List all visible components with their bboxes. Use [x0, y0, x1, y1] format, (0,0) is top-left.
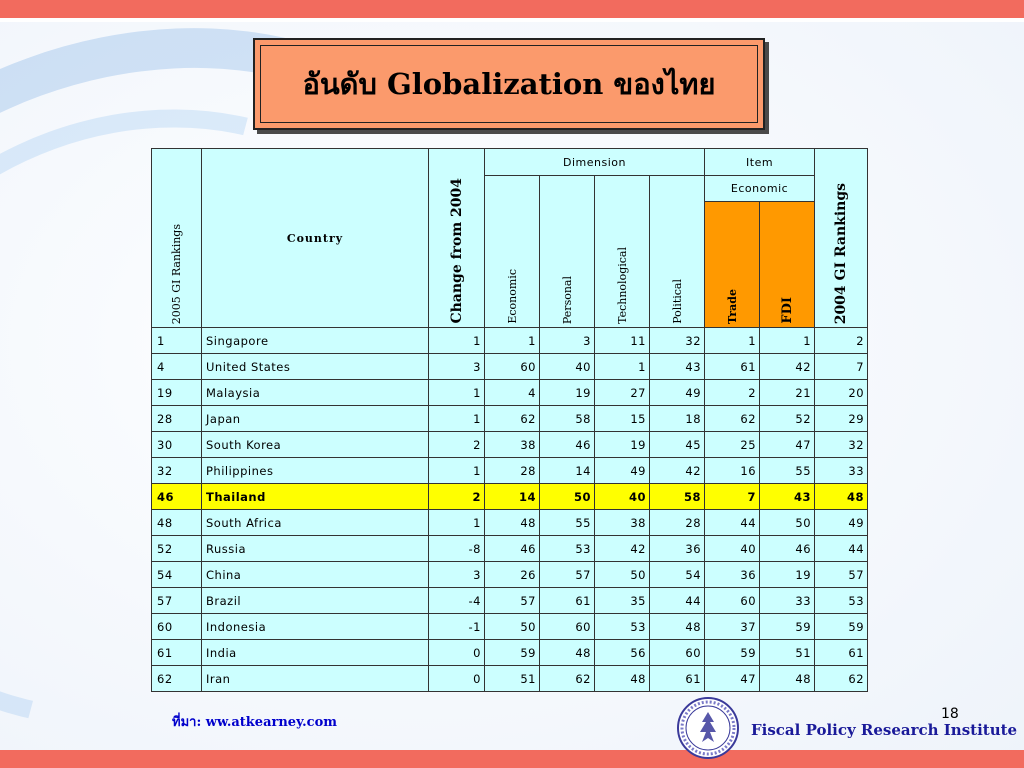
cell-fdi: 19 [760, 562, 815, 588]
cell-rank: 46 [152, 484, 202, 510]
header-technological: Technological [595, 176, 650, 328]
cell-country: Thailand [202, 484, 429, 510]
table-row [152, 432, 868, 458]
cell-change: -8 [429, 536, 485, 562]
table-body [152, 328, 868, 692]
cell-personal: 58 [540, 406, 595, 432]
institute-name: Fiscal Policy Research Institute [751, 721, 1018, 739]
cell-rank: 61 [152, 640, 202, 666]
cell-rank2004: 61 [815, 640, 868, 666]
cell-country: Philippines [202, 458, 429, 484]
header-economic: Economic [485, 176, 540, 328]
cell-change: 0 [429, 640, 485, 666]
top-band [0, 0, 1024, 18]
cell-personal: 55 [540, 510, 595, 536]
cell-trade: 36 [705, 562, 760, 588]
cell-fdi: 51 [760, 640, 815, 666]
cell-fdi: 46 [760, 536, 815, 562]
cell-personal: 19 [540, 380, 595, 406]
cell-political: 28 [650, 510, 705, 536]
cell-change: 1 [429, 380, 485, 406]
header-2004-rankings: 2004 GI Rankings [815, 149, 868, 328]
cell-change: 1 [429, 328, 485, 354]
cell-fdi: 42 [760, 354, 815, 380]
cell-trade: 47 [705, 666, 760, 692]
cell-country: Indonesia [202, 614, 429, 640]
cell-fdi: 59 [760, 614, 815, 640]
cell-economic: 4 [485, 380, 540, 406]
cell-rank: 57 [152, 588, 202, 614]
header-change-from-2004: Change from 2004 [429, 149, 485, 328]
cell-political: 36 [650, 536, 705, 562]
cell-trade: 62 [705, 406, 760, 432]
header-dimension: Dimension [485, 149, 705, 176]
slide-title: อันดับ Globalization ของไทย [302, 67, 716, 101]
cell-technological: 38 [595, 510, 650, 536]
cell-country: Singapore [202, 328, 429, 354]
cell-political: 54 [650, 562, 705, 588]
cell-political: 32 [650, 328, 705, 354]
cell-technological: 42 [595, 536, 650, 562]
cell-trade: 25 [705, 432, 760, 458]
cell-personal: 3 [540, 328, 595, 354]
cell-change: -1 [429, 614, 485, 640]
cell-technological: 56 [595, 640, 650, 666]
cell-rank: 54 [152, 562, 202, 588]
cell-change: -4 [429, 588, 485, 614]
header-fdi: FDI [760, 202, 815, 328]
cell-technological: 53 [595, 614, 650, 640]
cell-technological: 19 [595, 432, 650, 458]
cell-economic: 50 [485, 614, 540, 640]
cell-trade: 1 [705, 328, 760, 354]
cell-political: 43 [650, 354, 705, 380]
cell-country: Russia [202, 536, 429, 562]
cell-country: India [202, 640, 429, 666]
table-row [152, 588, 868, 614]
cell-technological: 40 [595, 484, 650, 510]
table-row [152, 562, 868, 588]
cell-personal: 60 [540, 614, 595, 640]
table-row [152, 510, 868, 536]
cell-rank: 30 [152, 432, 202, 458]
cell-personal: 53 [540, 536, 595, 562]
cell-fdi: 43 [760, 484, 815, 510]
table-row [152, 666, 868, 692]
cell-fdi: 21 [760, 380, 815, 406]
cell-economic: 59 [485, 640, 540, 666]
cell-country: South Africa [202, 510, 429, 536]
cell-trade: 2 [705, 380, 760, 406]
cell-economic: 48 [485, 510, 540, 536]
header-country: Country [202, 149, 429, 328]
cell-country: Iran [202, 666, 429, 692]
cell-rank2004: 49 [815, 510, 868, 536]
cell-rank: 28 [152, 406, 202, 432]
title-box [253, 38, 765, 130]
cell-technological: 48 [595, 666, 650, 692]
cell-trade: 37 [705, 614, 760, 640]
cell-political: 49 [650, 380, 705, 406]
cell-economic: 60 [485, 354, 540, 380]
cell-change: 1 [429, 458, 485, 484]
page-number: 18 [941, 706, 959, 722]
source-citation: ที่มา: ww.atkearney.com [172, 715, 337, 730]
cell-fdi: 48 [760, 666, 815, 692]
cell-rank2004: 48 [815, 484, 868, 510]
cell-economic: 14 [485, 484, 540, 510]
cell-fdi: 47 [760, 432, 815, 458]
table-row [152, 406, 868, 432]
table-row [152, 614, 868, 640]
cell-trade: 40 [705, 536, 760, 562]
cell-fdi: 33 [760, 588, 815, 614]
cell-rank2004: 62 [815, 666, 868, 692]
cell-personal: 61 [540, 588, 595, 614]
cell-rank2004: 20 [815, 380, 868, 406]
cell-economic: 51 [485, 666, 540, 692]
cell-personal: 40 [540, 354, 595, 380]
cell-technological: 11 [595, 328, 650, 354]
cell-personal: 57 [540, 562, 595, 588]
cell-rank: 62 [152, 666, 202, 692]
bottom-band [0, 750, 1024, 768]
cell-economic: 57 [485, 588, 540, 614]
cell-economic: 26 [485, 562, 540, 588]
cell-trade: 7 [705, 484, 760, 510]
cell-trade: 61 [705, 354, 760, 380]
cell-personal: 14 [540, 458, 595, 484]
cell-personal: 50 [540, 484, 595, 510]
cell-political: 18 [650, 406, 705, 432]
cell-fdi: 52 [760, 406, 815, 432]
cell-rank: 1 [152, 328, 202, 354]
cell-change: 1 [429, 406, 485, 432]
cell-trade: 59 [705, 640, 760, 666]
cell-technological: 27 [595, 380, 650, 406]
header-2005-rankings: 2005 GI Rankings [152, 149, 202, 328]
cell-trade: 60 [705, 588, 760, 614]
cell-change: 3 [429, 562, 485, 588]
cell-country: China [202, 562, 429, 588]
cell-rank2004: 2 [815, 328, 868, 354]
cell-fdi: 50 [760, 510, 815, 536]
cell-trade: 16 [705, 458, 760, 484]
cell-economic: 62 [485, 406, 540, 432]
cell-technological: 1 [595, 354, 650, 380]
cell-rank: 32 [152, 458, 202, 484]
cell-political: 48 [650, 614, 705, 640]
cell-rank2004: 29 [815, 406, 868, 432]
cell-economic: 28 [485, 458, 540, 484]
cell-rank: 60 [152, 614, 202, 640]
header-economic-group: Economic [705, 176, 815, 202]
cell-economic: 1 [485, 328, 540, 354]
cell-technological: 49 [595, 458, 650, 484]
header-item: Item [705, 149, 815, 176]
header-personal: Personal [540, 176, 595, 328]
cell-personal: 62 [540, 666, 595, 692]
cell-political: 45 [650, 432, 705, 458]
table-row [152, 328, 868, 354]
cell-fdi: 1 [760, 328, 815, 354]
table-row [152, 380, 868, 406]
table-row [152, 354, 868, 380]
cell-country: United States [202, 354, 429, 380]
cell-rank: 4 [152, 354, 202, 380]
cell-country: South Korea [202, 432, 429, 458]
cell-change: 2 [429, 432, 485, 458]
cell-rank2004: 59 [815, 614, 868, 640]
cell-political: 60 [650, 640, 705, 666]
table-row [152, 458, 868, 484]
cell-political: 44 [650, 588, 705, 614]
cell-rank2004: 33 [815, 458, 868, 484]
cell-rank2004: 44 [815, 536, 868, 562]
cell-economic: 38 [485, 432, 540, 458]
cell-change: 0 [429, 666, 485, 692]
header-political: Political [650, 176, 705, 328]
cell-fdi: 55 [760, 458, 815, 484]
table-row [152, 536, 868, 562]
cell-change: 1 [429, 510, 485, 536]
cell-rank: 19 [152, 380, 202, 406]
cell-technological: 35 [595, 588, 650, 614]
cell-political: 61 [650, 666, 705, 692]
cell-technological: 15 [595, 406, 650, 432]
cell-trade: 44 [705, 510, 760, 536]
cell-rank2004: 57 [815, 562, 868, 588]
cell-rank2004: 53 [815, 588, 868, 614]
cell-rank: 48 [152, 510, 202, 536]
cell-political: 58 [650, 484, 705, 510]
cell-rank: 52 [152, 536, 202, 562]
header-trade: Trade [705, 202, 760, 328]
cell-change: 2 [429, 484, 485, 510]
cell-rank2004: 32 [815, 432, 868, 458]
cell-country: Japan [202, 406, 429, 432]
cell-country: Brazil [202, 588, 429, 614]
cell-personal: 48 [540, 640, 595, 666]
table-row [152, 640, 868, 666]
cell-change: 3 [429, 354, 485, 380]
globalization-table [151, 148, 868, 692]
cell-rank2004: 7 [815, 354, 868, 380]
institute-seal-icon [676, 696, 740, 760]
top-band-divider [0, 18, 1024, 22]
cell-political: 42 [650, 458, 705, 484]
cell-personal: 46 [540, 432, 595, 458]
cell-economic: 46 [485, 536, 540, 562]
cell-country: Malaysia [202, 380, 429, 406]
table-row [152, 484, 868, 510]
cell-technological: 50 [595, 562, 650, 588]
